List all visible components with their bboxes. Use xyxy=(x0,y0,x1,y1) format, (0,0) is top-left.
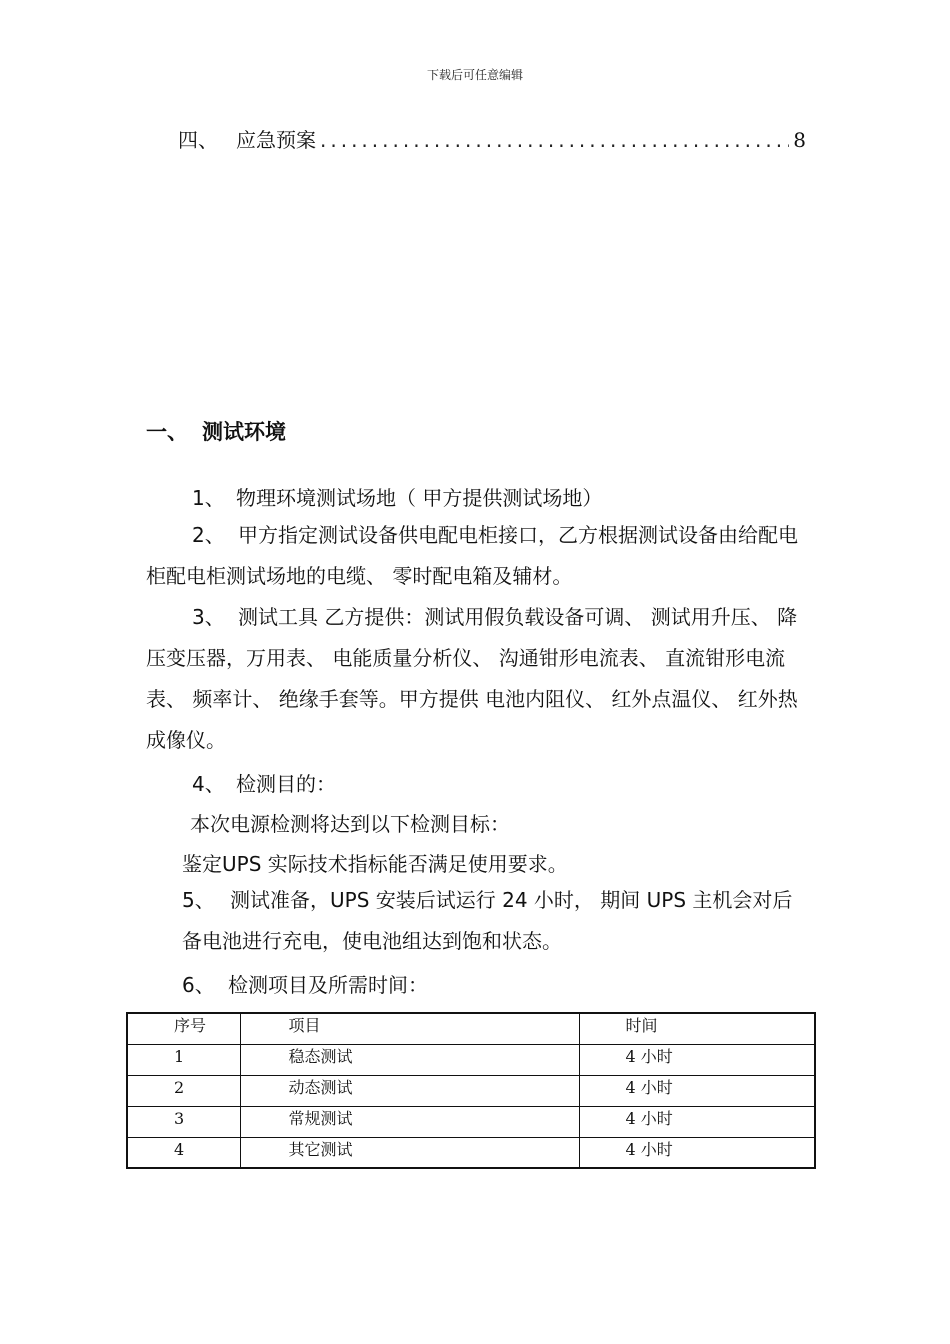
table-cell: 其它测试 xyxy=(240,1137,579,1168)
table-cell: 3 xyxy=(127,1106,240,1137)
item-number: 5、 xyxy=(182,888,215,912)
paragraph-1 xyxy=(192,482,602,511)
table-header-row xyxy=(127,1013,815,1044)
item-text: 测试准备，UPS 安装后试运行 24 小时， 期间 UPS 主机会对后备电池进行充电，使电池组达到饱和状态。 xyxy=(182,888,793,953)
table-header-cell: 序号 xyxy=(127,1013,240,1044)
item-text: 测试工具 乙方提供：测试用假负载设备可调、 测试用升压、 降压变压器，万用表、 电能质量分析仪、 沟通钳形电流表、 直流钳形电流表、 频率计、 绝缘手套等。甲方提供 电池内阻仪、 红外点温仪、 红外热成像仪。 xyxy=(146,605,798,752)
section-title: 测试环境 xyxy=(202,420,286,444)
table-row xyxy=(127,1106,815,1137)
paragraph-5 xyxy=(182,880,808,962)
table-row xyxy=(127,1137,815,1168)
item-text: 物理环境测试场地（ 甲方提供测试场地） xyxy=(236,486,603,510)
table-cell: 1 xyxy=(127,1044,240,1075)
table-cell: 4 小时 xyxy=(579,1106,815,1137)
toc-entry[interactable] xyxy=(178,124,806,154)
item-number: 4、 xyxy=(192,772,225,796)
table-header-cell: 项目 xyxy=(240,1013,579,1044)
paragraph-4-goal: 本次电源检测将达到以下检测目标： xyxy=(190,812,510,836)
table-cell: 4 xyxy=(127,1137,240,1168)
paragraph-4-detail: 鉴定UPS 实际技术指标能否满足使用要求。 xyxy=(182,852,568,876)
test-items-table xyxy=(126,1012,816,1169)
table-cell: 稳态测试 xyxy=(240,1044,579,1075)
toc-page-number: 8 xyxy=(793,128,806,152)
item-text: 检测目的： xyxy=(236,772,336,796)
item-text: 检测项目及所需时间： xyxy=(228,973,428,997)
table-header-cell: 时间 xyxy=(579,1013,815,1044)
table-row xyxy=(127,1044,815,1075)
table-cell: 4 小时 xyxy=(579,1075,815,1106)
table-cell: 常规测试 xyxy=(240,1106,579,1137)
table-cell: 4 小时 xyxy=(579,1137,815,1168)
paragraph-4 xyxy=(192,768,336,797)
item-text: 甲方指定测试设备供电配电柜接口，乙方根据测试设备由给配电柜配电柜测试场地的电缆、 零时配电箱及辅材。 xyxy=(146,523,798,588)
item-number: 1、 xyxy=(192,486,225,510)
toc-number: 四、 xyxy=(178,128,218,152)
page-header: 下载后可任意编辑 xyxy=(426,68,523,82)
table-cell: 2 xyxy=(127,1075,240,1106)
table-cell: 4 小时 xyxy=(579,1044,815,1075)
table-row xyxy=(127,1075,815,1106)
paragraph-3 xyxy=(146,597,808,761)
section-heading xyxy=(146,416,286,446)
item-number: 3、 xyxy=(192,605,225,629)
table-cell: 动态测试 xyxy=(240,1075,579,1106)
toc-leader-dots xyxy=(320,128,789,152)
item-number: 6、 xyxy=(182,973,215,997)
paragraph-2 xyxy=(146,515,808,597)
paragraph-6 xyxy=(182,969,428,998)
toc-title: 应急预案 xyxy=(236,128,316,152)
section-number: 一、 xyxy=(146,420,188,444)
item-number: 2、 xyxy=(192,523,225,547)
